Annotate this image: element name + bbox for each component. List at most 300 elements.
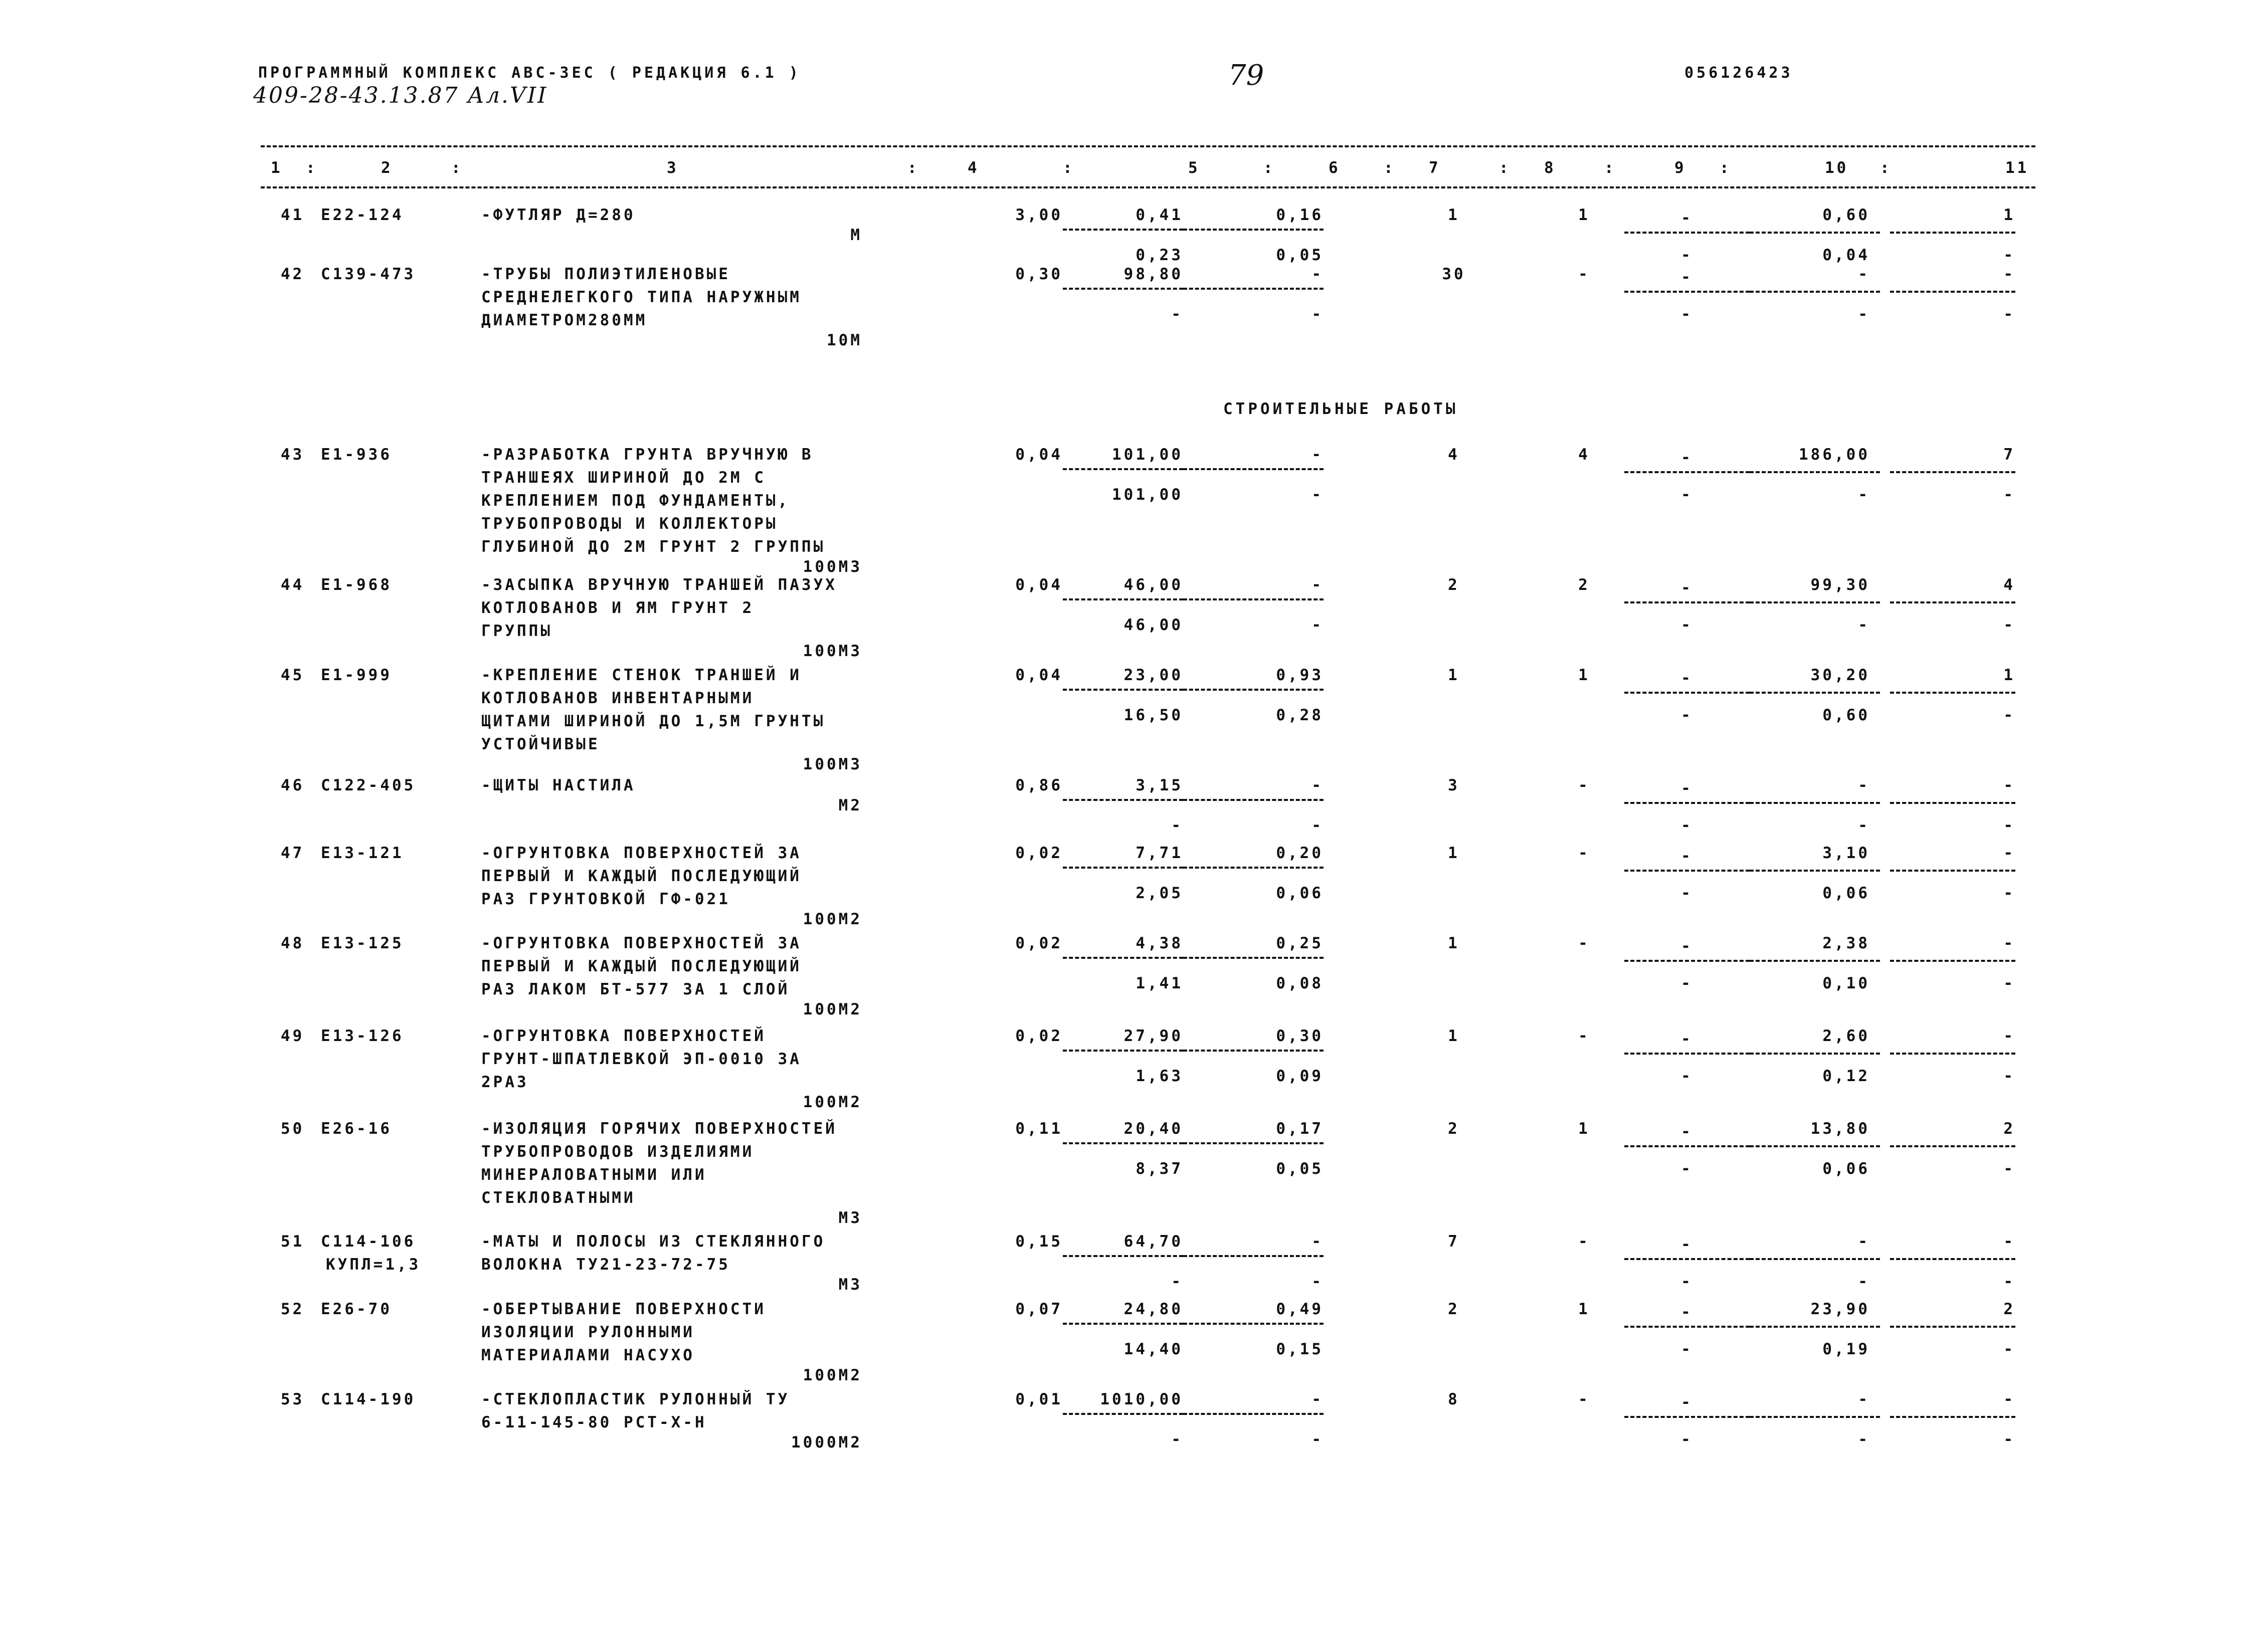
column-header-14: : xyxy=(1499,159,1511,177)
row-52-col11-separator xyxy=(1890,1326,2015,1328)
row-47-col4: 0,02 xyxy=(1015,844,1063,862)
row-44-description-line: КОТЛОВАНОВ И ЯМ ГРУНТ 2 xyxy=(481,599,755,617)
row-49-col7: 1 xyxy=(1448,1027,1460,1045)
row-43-unit: 100М3 xyxy=(803,558,862,576)
row-50-col5: 20,40 xyxy=(1123,1120,1183,1138)
row-44-description-line: -ЗАСЫПКА ВРУЧНУЮ ТРАНШЕЙ ПАЗУХ xyxy=(481,576,837,594)
row-48-description-line: РАЗ ЛАКОМ БТ-577 ЗА 1 СЛОЙ xyxy=(481,980,790,998)
row-47-description-line: -ОГРУНТОВКА ПОВЕРХНОСТЕЙ ЗА xyxy=(481,844,802,862)
row-49-col11-lower: - xyxy=(2003,1067,2015,1085)
row-49-col5-lower: 1,63 xyxy=(1136,1067,1183,1085)
row-44-col9-lower: - xyxy=(1681,616,1693,634)
row-48-col10: 2,38 xyxy=(1822,934,1870,952)
row-48-col9-separator xyxy=(1624,960,1750,962)
page-number: 79 xyxy=(1228,59,1264,92)
row-46-col9-separator xyxy=(1624,802,1750,804)
row-52-col6-separator xyxy=(1183,1323,1324,1325)
row-50-col10-separator xyxy=(1750,1145,1880,1147)
row-41-col8: 1 xyxy=(1578,206,1590,224)
row-53-col6-lower: - xyxy=(1311,1430,1324,1449)
row-50-col6: 0,17 xyxy=(1276,1120,1324,1138)
row-52-col6-lower: 0,15 xyxy=(1276,1340,1324,1358)
row-51-col10: - xyxy=(1858,1232,1870,1251)
row-43-col11-separator xyxy=(1890,471,2015,473)
column-header-16: : xyxy=(1604,159,1616,177)
row-53-code: С114-190 xyxy=(321,1390,416,1408)
row-47-col8: - xyxy=(1578,844,1590,862)
row-49-col6-separator xyxy=(1183,1050,1324,1052)
row-50-col6-separator xyxy=(1183,1142,1324,1144)
row-49-col11: - xyxy=(2003,1027,2015,1045)
row-49-description-line: ГРУНТ-ШПАТЛЕВКОЙ ЭП-0010 ЗА xyxy=(481,1050,802,1068)
row-51-number: 51 xyxy=(281,1232,305,1251)
row-52-col9-lower: - xyxy=(1681,1340,1693,1358)
row-48-code: Е13-125 xyxy=(321,934,404,952)
row-50-col5-lower: 8,37 xyxy=(1136,1160,1183,1178)
row-41-col9-lower: - xyxy=(1681,246,1693,264)
header-rule-top xyxy=(261,145,2035,147)
row-48-col6-separator xyxy=(1183,957,1324,959)
row-48-col5-separator xyxy=(1063,957,1183,959)
row-51-col10-separator xyxy=(1750,1258,1880,1260)
row-47-col11-separator xyxy=(1890,870,2015,872)
row-42-col5-lower: - xyxy=(1171,305,1183,323)
row-41-col9-separator xyxy=(1624,232,1750,234)
row-41-col10: 0,60 xyxy=(1822,206,1870,224)
row-42-description-line: СРЕДНЕЛЕГКОГО ТИПА НАРУЖНЫМ xyxy=(481,288,802,306)
column-header-15: 8 xyxy=(1544,159,1556,177)
row-45-col11-lower: - xyxy=(2003,706,2015,724)
row-53-col8: - xyxy=(1578,1390,1590,1408)
row-49-col10-separator xyxy=(1750,1053,1880,1055)
row-41-col4: 3,00 xyxy=(1015,206,1063,224)
row-45-col11: 1 xyxy=(2003,666,2015,684)
row-50-col6-lower: 0,05 xyxy=(1276,1160,1324,1178)
row-42-col5-separator xyxy=(1063,288,1183,290)
row-43-description-line: ГЛУБИНОЙ ДО 2М ГРУНТ 2 ГРУППЫ xyxy=(481,538,826,556)
row-42-col11: - xyxy=(2003,265,2015,283)
row-49-col10-lower: 0,12 xyxy=(1822,1067,1870,1085)
row-48-col11: - xyxy=(2003,934,2015,952)
row-41-col10-separator xyxy=(1750,232,1880,234)
row-47-col6: 0,20 xyxy=(1276,844,1324,862)
row-42-col5: 98,80 xyxy=(1123,265,1183,283)
row-45-description-line: -КРЕПЛЕНИЕ СТЕНОК ТРАНШЕЙ И xyxy=(481,666,802,684)
row-49-col9-separator xyxy=(1624,1053,1750,1055)
row-49-col6-lower: 0,09 xyxy=(1276,1067,1324,1085)
row-52-col10-separator xyxy=(1750,1326,1880,1328)
row-44-col10: 99,30 xyxy=(1810,576,1870,594)
row-43-col9: - xyxy=(1681,449,1693,467)
row-41-unit: М xyxy=(850,226,862,244)
row-45-col6-lower: 0,28 xyxy=(1276,706,1324,724)
row-53-col4: 0,01 xyxy=(1015,1390,1063,1408)
row-47-unit: 100М2 xyxy=(803,910,862,928)
row-49-code: Е13-126 xyxy=(321,1027,404,1045)
row-47-col11-lower: - xyxy=(2003,884,2015,902)
row-42-col7: 30 xyxy=(1442,265,1466,283)
row-43-description-line: КРЕПЛЕНИЕМ ПОД ФУНДАМЕНТЫ, xyxy=(481,492,790,510)
row-52-col6: 0,49 xyxy=(1276,1300,1324,1318)
row-43-col10-lower: - xyxy=(1858,486,1870,504)
row-44-col10-separator xyxy=(1750,601,1880,603)
row-48-col6: 0,25 xyxy=(1276,934,1324,952)
row-46-unit: М2 xyxy=(838,796,862,814)
column-header-5: 3 xyxy=(667,159,679,177)
row-48-description-line: ПЕРВЫЙ И КАЖДЫЙ ПОСЛЕДУЮЩИЙ xyxy=(481,957,802,975)
row-43-col6-separator xyxy=(1183,468,1324,470)
row-42-col4: 0,30 xyxy=(1015,265,1063,283)
row-44-col11-lower: - xyxy=(2003,616,2015,634)
row-52-col11-lower: - xyxy=(2003,1340,2015,1358)
row-52-number: 52 xyxy=(281,1300,305,1318)
row-46-col8: - xyxy=(1578,776,1590,794)
row-46-col5: 3,15 xyxy=(1136,776,1183,794)
row-42-col9-lower: - xyxy=(1681,305,1693,323)
row-50-col9: - xyxy=(1681,1123,1693,1141)
row-51-col9-lower: - xyxy=(1681,1273,1693,1291)
row-50-description-line: -ИЗОЛЯЦИЯ ГОРЯЧИХ ПОВЕРХНОСТЕЙ xyxy=(481,1120,837,1138)
row-48-col10-lower: 0,10 xyxy=(1822,974,1870,992)
row-49-col5-separator xyxy=(1063,1050,1183,1052)
column-header-2: : xyxy=(306,159,318,177)
row-46-col4: 0,86 xyxy=(1015,776,1063,794)
row-41-code: Е22-124 xyxy=(321,206,404,224)
column-header-1: 1 xyxy=(271,159,283,177)
row-43-description-line: ТРУБОПРОВОДЫ И КОЛЛЕКТОРЫ xyxy=(481,515,778,533)
row-53-col6: - xyxy=(1311,1390,1324,1408)
row-45-col10-separator xyxy=(1750,692,1880,694)
row-42-description-line: -ТРУБЫ ПОЛИЭТИЛЕНОВЫЕ xyxy=(481,265,730,283)
row-45-col11-separator xyxy=(1890,692,2015,694)
row-47-col10-separator xyxy=(1750,870,1880,872)
row-43-col9-separator xyxy=(1624,471,1750,473)
row-41-col9: - xyxy=(1681,209,1693,227)
row-45-description-line: КОТЛОВАНОВ ИНВЕНТАРНЫМИ xyxy=(481,689,755,707)
row-53-col5-lower: - xyxy=(1171,1430,1183,1449)
row-45-col5: 23,00 xyxy=(1123,666,1183,684)
column-header-12: : xyxy=(1384,159,1396,177)
row-46-col6: - xyxy=(1311,776,1324,794)
row-42-col9-separator xyxy=(1624,291,1750,293)
row-50-description-line: СТЕКЛОВАТНЫМИ xyxy=(481,1189,636,1207)
row-48-col5: 4,38 xyxy=(1136,934,1183,952)
row-47-description-line: ПЕРВЫЙ И КАЖДЫЙ ПОСЛЕДУЮЩИЙ xyxy=(481,867,802,885)
row-49-description-line: -ОГРУНТОВКА ПОВЕРХНОСТЕЙ xyxy=(481,1027,766,1045)
row-52-col9-separator xyxy=(1624,1326,1750,1328)
row-44-unit: 100М3 xyxy=(803,642,862,660)
row-42-col9: - xyxy=(1681,268,1693,286)
row-51-code: С114-106 xyxy=(321,1232,416,1251)
row-53-col10-lower: - xyxy=(1858,1430,1870,1449)
row-51-col6-lower: - xyxy=(1311,1273,1324,1291)
row-44-col5-lower: 46,00 xyxy=(1123,616,1183,634)
row-51-description-line: -МАТЫ И ПОЛОСЫ ИЗ СТЕКЛЯННОГО xyxy=(481,1232,826,1251)
column-header-20: : xyxy=(1880,159,1892,177)
row-50-number: 50 xyxy=(281,1120,305,1138)
row-42-col10: - xyxy=(1858,265,1870,283)
row-45-col10-lower: 0,60 xyxy=(1822,706,1870,724)
row-52-unit: 100М2 xyxy=(803,1366,862,1384)
row-48-unit: 100М2 xyxy=(803,1000,862,1018)
row-43-col6-lower: - xyxy=(1311,486,1324,504)
column-header-21: 11 xyxy=(2005,159,2029,177)
row-53-col9: - xyxy=(1681,1393,1693,1411)
row-46-number: 46 xyxy=(281,776,305,794)
row-41-col11: 1 xyxy=(2003,206,2015,224)
row-50-col5-separator xyxy=(1063,1142,1183,1144)
row-51-col9: - xyxy=(1681,1235,1693,1254)
row-44-col9-separator xyxy=(1624,601,1750,603)
row-52-col9: - xyxy=(1681,1303,1693,1321)
row-51-col11-separator xyxy=(1890,1258,2015,1260)
row-43-col10: 186,00 xyxy=(1799,446,1870,464)
row-46-col5-separator xyxy=(1063,799,1183,801)
row-53-col5-separator xyxy=(1063,1413,1183,1415)
row-51-col7: 7 xyxy=(1448,1232,1460,1251)
row-42-col10-lower: - xyxy=(1858,305,1870,323)
row-49-col6: 0,30 xyxy=(1276,1027,1324,1045)
row-53-col10: - xyxy=(1858,1390,1870,1408)
row-46-col6-separator xyxy=(1183,799,1324,801)
row-51-description-line: ВОЛОКНА ТУ21-23-72-75 xyxy=(481,1256,730,1274)
document-reference: 409-28-43.13.87 Ал.VII xyxy=(253,83,548,108)
row-52-description-line: МАТЕРИАЛАМИ НАСУХО xyxy=(481,1346,695,1364)
row-47-col7: 1 xyxy=(1448,844,1460,862)
row-48-col9-lower: - xyxy=(1681,974,1693,992)
row-45-unit: 100М3 xyxy=(803,755,862,773)
row-43-col11: 7 xyxy=(2003,446,2015,464)
row-45-col10: 30,20 xyxy=(1810,666,1870,684)
row-42-unit: 10М xyxy=(827,331,862,349)
row-50-col4: 0,11 xyxy=(1015,1120,1063,1138)
row-41-col11-lower: - xyxy=(2003,246,2015,264)
row-45-col6: 0,93 xyxy=(1276,666,1324,684)
row-51-col11-lower: - xyxy=(2003,1273,2015,1291)
row-49-col9-lower: - xyxy=(1681,1067,1693,1085)
row-48-col9: - xyxy=(1681,937,1693,955)
row-53-description-line: 6-11-145-80 РСТ-Х-Н xyxy=(481,1413,707,1431)
row-53-col11-lower: - xyxy=(2003,1430,2015,1449)
row-42-col11-separator xyxy=(1890,291,2015,293)
row-49-col4: 0,02 xyxy=(1015,1027,1063,1045)
row-48-col11-separator xyxy=(1890,960,2015,962)
row-47-col9-separator xyxy=(1624,870,1750,872)
row-51-col5-lower: - xyxy=(1171,1273,1183,1291)
row-49-col9: - xyxy=(1681,1030,1693,1048)
row-47-col10-lower: 0,06 xyxy=(1822,884,1870,902)
row-41-col5-lower: 0,23 xyxy=(1136,246,1183,264)
row-45-description-line: УСТОЙЧИВЫЕ xyxy=(481,735,600,753)
row-51-col9-separator xyxy=(1624,1258,1750,1260)
row-47-col10: 3,10 xyxy=(1822,844,1870,862)
row-43-col10-separator xyxy=(1750,471,1880,473)
row-53-col11-separator xyxy=(1890,1416,2015,1418)
column-header-18: : xyxy=(1720,159,1732,177)
row-51-col6-separator xyxy=(1183,1255,1324,1257)
row-47-code: Е13-121 xyxy=(321,844,404,862)
row-52-description-line: -ОБЕРТЫВАНИЕ ПОВЕРХНОСТИ xyxy=(481,1300,766,1318)
row-41-col6-lower: 0,05 xyxy=(1276,246,1324,264)
row-47-col6-lower: 0,06 xyxy=(1276,884,1324,902)
row-50-col8: 1 xyxy=(1578,1120,1590,1138)
row-53-col6-separator xyxy=(1183,1413,1324,1415)
row-53-col9-separator xyxy=(1624,1416,1750,1418)
row-42-col6-separator xyxy=(1183,288,1324,290)
row-50-col9-lower: - xyxy=(1681,1160,1693,1178)
row-45-col9-lower: - xyxy=(1681,706,1693,724)
row-50-col9-separator xyxy=(1624,1145,1750,1147)
row-43-number: 43 xyxy=(281,446,305,464)
column-header-19: 10 xyxy=(1825,159,1849,177)
row-43-code: Е1-936 xyxy=(321,446,392,464)
row-45-col7: 1 xyxy=(1448,666,1460,684)
row-52-col4: 0,07 xyxy=(1015,1300,1063,1318)
row-53-unit: 1000М2 xyxy=(791,1433,862,1452)
row-50-col7: 2 xyxy=(1448,1120,1460,1138)
column-header-11: 6 xyxy=(1329,159,1341,177)
row-47-col9: - xyxy=(1681,847,1693,865)
row-45-col9: - xyxy=(1681,669,1693,687)
row-52-col7: 2 xyxy=(1448,1300,1460,1318)
row-41-col10-lower: 0,04 xyxy=(1822,246,1870,264)
row-47-col9-lower: - xyxy=(1681,884,1693,902)
row-43-col11-lower: - xyxy=(2003,486,2015,504)
row-52-col10-lower: 0,19 xyxy=(1822,1340,1870,1358)
row-41-col11-separator xyxy=(1890,232,2015,234)
row-49-number: 49 xyxy=(281,1027,305,1045)
row-43-col7: 4 xyxy=(1448,446,1460,464)
row-44-description-line: ГРУППЫ xyxy=(481,622,552,640)
row-49-unit: 100М2 xyxy=(803,1093,862,1111)
row-50-description-line: МИНЕРАЛОВАТНЫМИ ИЛИ xyxy=(481,1166,707,1184)
row-44-col5: 46,00 xyxy=(1123,576,1183,594)
row-41-number: 41 xyxy=(281,206,305,224)
row-53-description-line: -СТЕКЛОПЛАСТИК РУЛОННЫЙ ТУ xyxy=(481,1390,790,1408)
row-44-col6: - xyxy=(1311,576,1324,594)
row-47-description-line: РАЗ ГРУНТОВКОЙ ГФ-021 xyxy=(481,890,730,908)
row-46-col11-lower: - xyxy=(2003,816,2015,835)
row-48-col7: 1 xyxy=(1448,934,1460,952)
row-45-col5-separator xyxy=(1063,689,1183,691)
row-48-col6-lower: 0,08 xyxy=(1276,974,1324,992)
row-47-number: 47 xyxy=(281,844,305,862)
row-42-col11-lower: - xyxy=(2003,305,2015,323)
row-50-col10-lower: 0,06 xyxy=(1822,1160,1870,1178)
row-45-col5-lower: 16,50 xyxy=(1123,706,1183,724)
row-42-col8: - xyxy=(1578,265,1590,283)
column-header-7: 4 xyxy=(968,159,980,177)
row-53-col9-lower: - xyxy=(1681,1430,1693,1449)
column-header-3: 2 xyxy=(381,159,393,177)
row-50-col11-lower: - xyxy=(2003,1160,2015,1178)
row-42-number: 42 xyxy=(281,265,305,283)
row-41-col5: 0,41 xyxy=(1136,206,1183,224)
row-46-code: С122-405 xyxy=(321,776,416,794)
row-48-number: 48 xyxy=(281,934,305,952)
row-46-col9-lower: - xyxy=(1681,816,1693,835)
row-46-col7: 3 xyxy=(1448,776,1460,794)
row-44-number: 44 xyxy=(281,576,305,594)
row-42-code: С139-473 xyxy=(321,265,416,283)
program-header: ПРОГРАММНЫЙ КОМПЛЕКС АВС-3ЕС ( РЕДАКЦИЯ 6.1 ) xyxy=(258,64,801,82)
row-49-col11-separator xyxy=(1890,1053,2015,1055)
row-46-col10-lower: - xyxy=(1858,816,1870,835)
row-45-col9-separator xyxy=(1624,692,1750,694)
row-49-col10: 2,60 xyxy=(1822,1027,1870,1045)
document-code: 056126423 xyxy=(1684,64,1793,82)
row-52-description-line: ИЗОЛЯЦИИ РУЛОННЫМИ xyxy=(481,1323,695,1341)
row-44-col10-lower: - xyxy=(1858,616,1870,634)
row-46-col10: - xyxy=(1858,776,1870,794)
row-44-col6-separator xyxy=(1183,598,1324,600)
section-title: СТРОИТЕЛЬНЫЕ РАБОТЫ xyxy=(1223,400,1458,418)
row-46-col5-lower: - xyxy=(1171,816,1183,835)
row-44-col6-lower: - xyxy=(1311,616,1324,634)
row-42-col10-separator xyxy=(1750,291,1880,293)
row-49-col5: 27,90 xyxy=(1123,1027,1183,1045)
row-46-col6-lower: - xyxy=(1311,816,1324,835)
row-46-col11: - xyxy=(2003,776,2015,794)
row-45-code: Е1-999 xyxy=(321,666,392,684)
row-42-description-line: ДИАМЕТРОМ280ММ xyxy=(481,311,648,329)
row-46-col11-separator xyxy=(1890,802,2015,804)
row-44-col5-separator xyxy=(1063,598,1183,600)
row-52-col11: 2 xyxy=(2003,1300,2015,1318)
row-46-col9: - xyxy=(1681,779,1693,797)
row-53-col7: 8 xyxy=(1448,1390,1460,1408)
row-45-col8: 1 xyxy=(1578,666,1590,684)
row-47-col5: 7,71 xyxy=(1136,844,1183,862)
row-45-col4: 0,04 xyxy=(1015,666,1063,684)
row-48-col4: 0,02 xyxy=(1015,934,1063,952)
row-43-description-line: -РАЗРАБОТКА ГРУНТА ВРУЧНУЮ В xyxy=(481,446,814,464)
row-43-col9-lower: - xyxy=(1681,486,1693,504)
row-46-col10-separator xyxy=(1750,802,1880,804)
row-53-number: 53 xyxy=(281,1390,305,1408)
row-50-description-line: ТРУБОПРОВОДОВ ИЗДЕЛИЯМИ xyxy=(481,1143,755,1161)
row-47-col11: - xyxy=(2003,844,2015,862)
row-43-col8: 4 xyxy=(1578,446,1590,464)
row-53-col5: 1010,00 xyxy=(1100,1390,1183,1408)
column-header-8: : xyxy=(1063,159,1075,177)
row-53-col11: - xyxy=(2003,1390,2015,1408)
row-52-col5-lower: 14,40 xyxy=(1123,1340,1183,1358)
row-51-col5-separator xyxy=(1063,1255,1183,1257)
row-48-col11-lower: - xyxy=(2003,974,2015,992)
row-51-col11: - xyxy=(2003,1232,2015,1251)
column-header-17: 9 xyxy=(1674,159,1686,177)
column-header-6: : xyxy=(907,159,919,177)
row-52-col8: 1 xyxy=(1578,1300,1590,1318)
column-header-10: : xyxy=(1263,159,1275,177)
row-52-code: Е26-70 xyxy=(321,1300,392,1318)
row-44-col11: 4 xyxy=(2003,576,2015,594)
row-48-description-line: -ОГРУНТОВКА ПОВЕРХНОСТЕЙ ЗА xyxy=(481,934,802,952)
row-51-col4: 0,15 xyxy=(1015,1232,1063,1251)
row-47-col5-lower: 2,05 xyxy=(1136,884,1183,902)
row-41-col6-separator xyxy=(1183,229,1324,231)
row-52-col5-separator xyxy=(1063,1323,1183,1325)
row-50-code: Е26-16 xyxy=(321,1120,392,1138)
row-44-col8: 2 xyxy=(1578,576,1590,594)
row-41-description-line: -ФУТЛЯР Д=280 xyxy=(481,206,636,224)
row-49-col8: - xyxy=(1578,1027,1590,1045)
row-44-code: Е1-968 xyxy=(321,576,392,594)
row-43-col5: 101,00 xyxy=(1112,446,1183,464)
row-51-col10-lower: - xyxy=(1858,1273,1870,1291)
row-52-col5: 24,80 xyxy=(1123,1300,1183,1318)
